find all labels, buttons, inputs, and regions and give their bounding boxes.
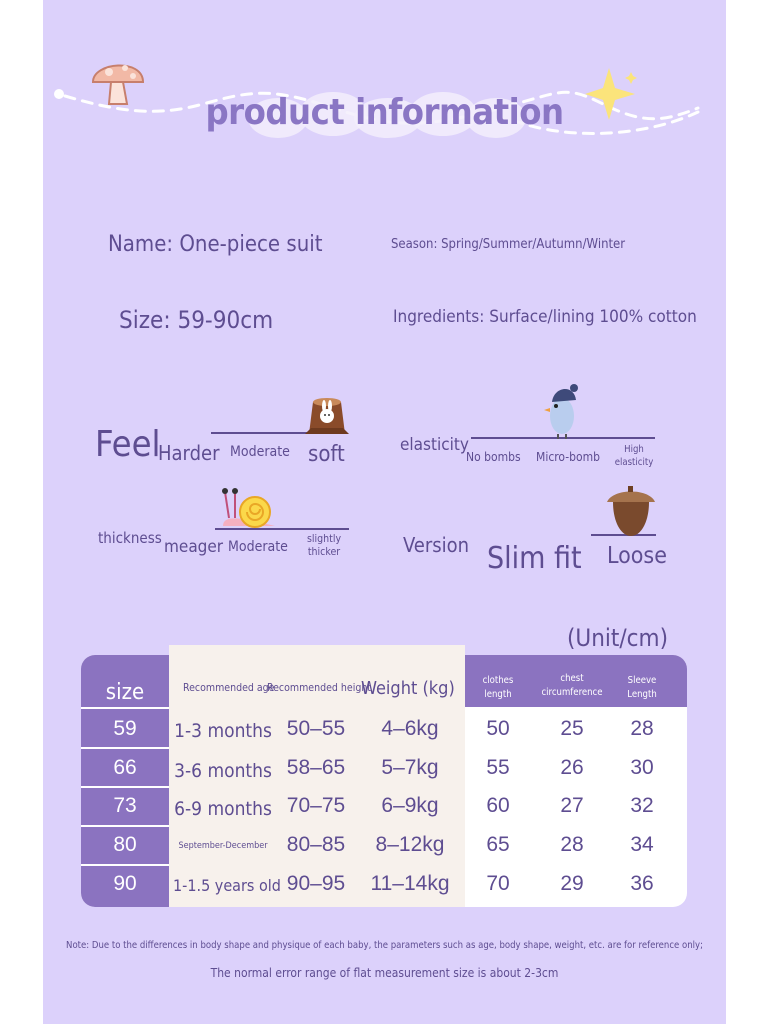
header-chest: chest circumference: [541, 673, 603, 698]
product-season: Season: Spring/Summer/Autumn/Winter: [391, 237, 626, 252]
cell-height: 50–55: [286, 717, 346, 740]
cell-size: 90: [113, 872, 137, 895]
cell-height: 58–65: [286, 756, 346, 779]
cell-sleeve: 32: [630, 794, 654, 817]
cell-sleeve: 28: [630, 717, 654, 740]
cell-size: 80: [113, 833, 137, 856]
cell-chest: 29: [560, 872, 584, 895]
version-option-slim-fit: Slim fit: [487, 541, 582, 576]
elasticity-option-no-bombs: No bombs: [466, 450, 521, 464]
cell-sleeve: 34: [630, 833, 654, 856]
product-size: Size: 59-90cm: [119, 306, 274, 334]
cell-height: 90–95: [286, 872, 346, 895]
row-separator: [81, 747, 169, 749]
cell-clothes: 60: [486, 794, 510, 817]
feel-option-harder: Harder: [158, 441, 220, 465]
bird-icon: [544, 382, 584, 440]
note-line-1: Note: Due to the differences in body shape and physique of each baby, the parameters such as age, body shape, weight, etc. are for reference only;: [66, 940, 703, 951]
cell-clothes: 50: [486, 717, 510, 740]
header-weight: Weight (kg): [361, 678, 455, 699]
thickness-option-moderate: Moderate: [228, 539, 288, 555]
cell-weight: 11–14kg: [370, 872, 450, 895]
product-info-page: [43, 0, 726, 1024]
cell-weight: 8–12kg: [375, 833, 445, 856]
elasticity-option-high: High elasticity: [614, 444, 654, 468]
acorn-icon: [605, 486, 657, 538]
cell-clothes: 55: [486, 756, 510, 779]
snail-icon: [219, 484, 279, 530]
thickness-option-slightly-thicker: slightly thicker: [306, 533, 342, 558]
tree-stump-rabbit-icon: [303, 394, 351, 436]
cell-weight: 4–6kg: [381, 717, 439, 740]
cell-chest: 26: [560, 756, 584, 779]
row-separator: [81, 786, 169, 788]
cell-age: 3-6 months: [174, 760, 272, 782]
cell-chest: 27: [560, 794, 584, 817]
thickness-option-meager: meager: [164, 537, 224, 557]
feel-option-soft: soft: [308, 442, 345, 467]
elasticity-option-micro-bomb: Micro-bomb: [536, 450, 600, 464]
cell-age: September-December: [178, 841, 268, 851]
cell-size: 66: [113, 756, 137, 779]
version-label: Version: [403, 533, 470, 557]
page-title: product information: [205, 92, 564, 133]
cell-clothes: 70: [486, 872, 510, 895]
cell-chest: 25: [560, 717, 584, 740]
feel-option-moderate: Moderate: [230, 444, 290, 460]
cell-height: 70–75: [286, 794, 346, 817]
cell-size: 73: [113, 794, 137, 817]
note-line-2: The normal error range of flat measurement size is about 2-3cm: [210, 966, 559, 980]
cell-age: 1-1.5 years old: [173, 876, 281, 895]
product-name: Name: One-piece suit: [108, 232, 323, 257]
cell-age: 6-9 months: [174, 798, 272, 820]
header-clothes-length: clothes length: [482, 675, 514, 700]
product-ingredients: Ingredients: Surface/lining 100% cotton: [393, 307, 697, 327]
feel-label: Feel: [95, 424, 161, 465]
cell-sleeve: 30: [630, 756, 654, 779]
elasticity-label: elasticity: [400, 435, 469, 455]
row-separator: [81, 707, 169, 709]
header-size: size: [105, 680, 145, 705]
cell-weight: 6–9kg: [381, 794, 439, 817]
cell-weight: 5–7kg: [381, 756, 439, 779]
cell-chest: 28: [560, 833, 584, 856]
header-age: Recommended age: [183, 682, 275, 694]
header-height: Recommended height: [267, 682, 372, 694]
cell-age: 1-3 months: [174, 720, 272, 742]
cell-clothes: 65: [486, 833, 510, 856]
row-separator: [81, 864, 169, 866]
cell-sleeve: 36: [630, 872, 654, 895]
header-sleeve: Sleeve Length: [627, 675, 657, 700]
cell-size: 59: [113, 717, 137, 740]
unit-label: (Unit/cm): [567, 624, 668, 652]
version-option-loose: Loose: [607, 543, 667, 569]
row-separator: [81, 825, 169, 827]
cell-height: 80–85: [286, 833, 346, 856]
thickness-label: thickness: [98, 529, 162, 547]
